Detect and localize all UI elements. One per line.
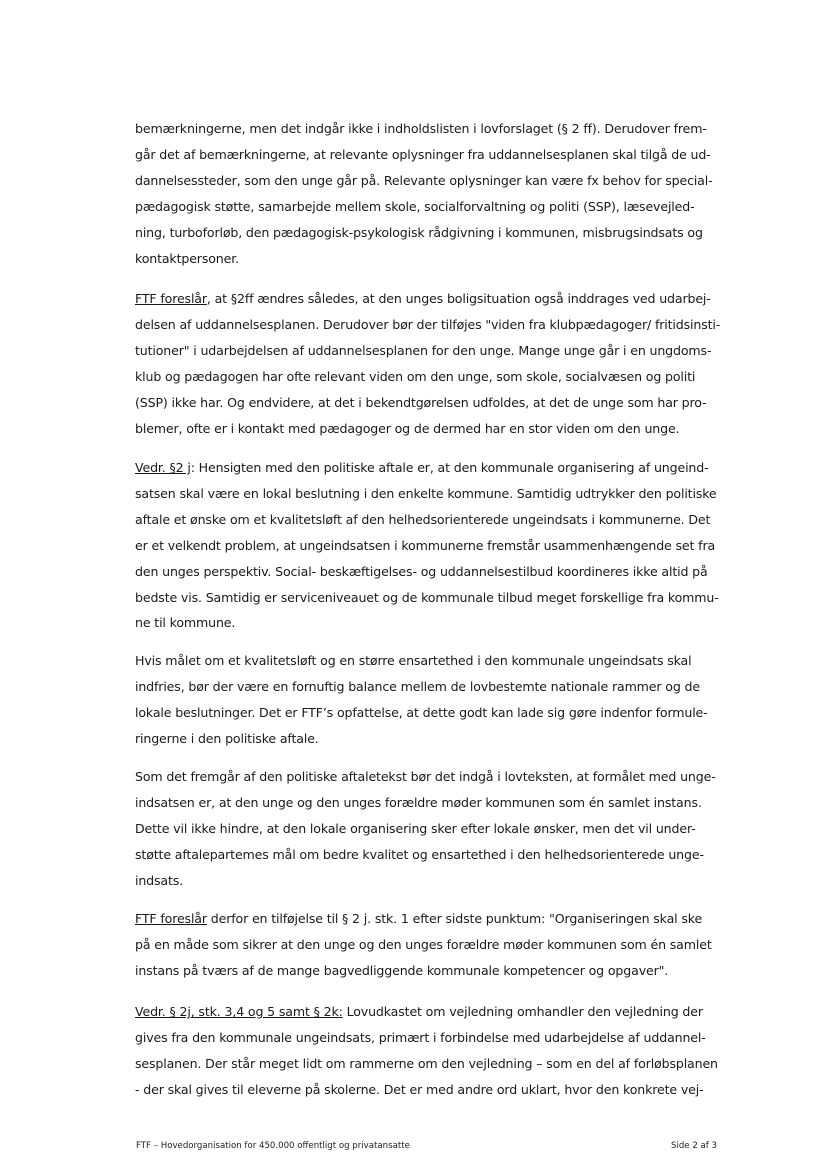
text-segment: støtte aftalepartemes mål om bedre kvalitet og ensartethed i den helhedsorienterede unge- (135, 846, 704, 862)
paragraph-4 (135, 648, 727, 752)
text-segment: den unges perspektiv. Social- beskæftigelses- og uddannelsestilbud koordineres ikke altid på (135, 563, 708, 579)
text-line (135, 726, 727, 752)
text-segment: ning, turboforløb, den pædagogisk-psykologisk rådgivning i kommunen, misbrugsindsats og (135, 224, 703, 240)
text-line (135, 790, 727, 816)
underlined-label: Vedr. § 2j, stk. 3,4 og 5 samt § 2k: (135, 1004, 343, 1019)
text-segment: delsen af uddannelsesplanen. Derudover bør der tilføjes "viden fra klubpædagoger/ fritidsinsti- (135, 316, 721, 332)
text-segment: derfor en tilføjelse til § 2 j. stk. 1 efter sidste punktum: "Organiseringen skal ske (206, 911, 703, 926)
paragraph-5 (135, 764, 727, 894)
text-line (135, 999, 727, 1025)
text-line (135, 700, 727, 726)
text-segment: klub og pædagogen har ofte relevant viden om den unge, som skole, socialvæsen og politi (135, 368, 696, 384)
text-segment: går det af bemærkningerne, at relevante oplysninger fra uddannelsesplanen skal tilgå de ud- (135, 146, 711, 162)
paragraph-1 (135, 116, 727, 271)
text-line (135, 816, 727, 842)
text-line (135, 168, 727, 194)
text-segment: blemer, ofte er i kontakt med pædagoger og de dermed har en stor viden om den unge. (135, 420, 680, 436)
text-line (135, 674, 727, 700)
text-line (135, 1051, 727, 1077)
text-line (135, 338, 727, 364)
text-line (135, 842, 727, 868)
underlined-label: FTF foreslår (135, 291, 207, 306)
text-line (135, 507, 727, 533)
text-segment: (SSP) ikke har. Og endvidere, at det i bekendtgørelsen udfoldes, at det de unge som har pro- (135, 394, 707, 410)
text-segment: sesplanen. Der står meget lidt om rammerne om den vejledning – som en del af forløbsplanen (135, 1055, 718, 1071)
text-segment: ne til kommune. (135, 615, 236, 631)
text-line (135, 194, 727, 220)
text-segment: , at §2ff ændres således, at den unges boligsituation også inddrages ved udarbej- (206, 291, 711, 306)
text-segment: pædagogisk støtte, samarbejde mellem skole, socialforvaltning og politi (SSP), læsevejled- (135, 198, 695, 214)
text-line (135, 533, 727, 559)
text-segment: er et velkendt problem, at ungeindsatsen i kommunerne fremstår usammenhængende set fra (135, 537, 716, 553)
text-segment: tutioner" i udarbejdelsen af uddannelsesplanen for den unge. Mange unge går i en ungdoms- (135, 342, 712, 358)
text-segment: gives fra den kommunale ungeindsats, primært i forbindelse med udarbejdelse af uddannel- (135, 1029, 706, 1045)
text-segment: indsatsen er, at den unge og den unges forældre møder kommunen som én samlet instans. (135, 794, 702, 810)
text-segment: instans på tværs af de mange bagvedliggende kommunale kompetencer og opgaver". (135, 962, 669, 978)
text-line (135, 390, 727, 416)
text-segment: Som det fremgår af den politiske aftaletekst bør det indgå i lovteksten, at formålet med unge- (135, 769, 716, 784)
text-segment: bedste vis. Samtidig er serviceniveauet og de kommunale tilbud meget forskellige fra kommu- (135, 589, 719, 605)
text-segment: dannelsessteder, som den unge går på. Relevante oplysninger kan være fx behov for special- (135, 172, 713, 188)
text-segment: ringerne i den politiske aftale. (135, 730, 319, 746)
text-line (135, 932, 727, 958)
text-line (135, 958, 727, 984)
underlined-label: FTF foreslår (135, 911, 207, 926)
paragraph-2 (135, 286, 727, 441)
text-segment: bemærkningerne, men det indgår ikke i indholdslisten i lovforslaget (§ 2 ff). Derudover frem- (135, 121, 707, 136)
text-segment: indfries, bør der være en fornuftig balance mellem de lovbestemte nationale rammer og de (135, 678, 700, 694)
text-line (135, 1025, 727, 1051)
text-segment: på en måde som sikrer at den unge og den unges forældre møder kommunen som én samlet (135, 936, 712, 952)
paragraph-6 (135, 906, 727, 984)
text-line (135, 220, 727, 246)
text-line (135, 364, 727, 390)
footer-organisation: FTF – Hovedorganisation for 450.000 offentligt og privatansatte (136, 1141, 410, 1151)
text-segment: Lovudkastet om vejledning omhandler den vejledning der (342, 1004, 703, 1019)
text-line (135, 246, 727, 272)
text-segment: kontaktpersoner. (135, 250, 239, 266)
text-line (135, 142, 727, 168)
text-segment: aftale et ønske om et kvalitetsløft af den helhedsorienterede ungeindsats i kommunerne. Det (135, 511, 711, 527)
footer-page-number: Side 2 af 3 (671, 1141, 718, 1151)
text-segment: Dette vil ikke hindre, at den lokale organisering sker efter lokale ønsker, men det vil under- (135, 820, 696, 836)
text-segment: indsats. (135, 872, 184, 888)
text-line (135, 610, 727, 636)
text-line (135, 455, 727, 481)
text-line (135, 559, 727, 585)
text-line (135, 312, 727, 338)
text-line (135, 764, 727, 790)
text-segment: satsen skal være en lokal beslutning i den enkelte kommune. Samtidig udtrykker den politiske (135, 485, 717, 501)
text-segment: : Hensigten med den politiske aftale er, at den kommunale organisering af ungeind- (190, 460, 709, 475)
text-line (135, 286, 727, 312)
underlined-label: Vedr. §2 j (135, 460, 191, 475)
text-line (135, 416, 727, 442)
text-segment: - der skal gives til eleverne på skolerne. Det er med andre ord uklart, hvor den konkrete vej- (135, 1081, 704, 1097)
text-line (135, 116, 727, 142)
paragraph-3 (135, 455, 727, 636)
text-line (135, 906, 727, 932)
text-line (135, 585, 727, 611)
text-segment: Hvis målet om et kvalitetsløft og en større ensartethed i den kommunale ungeindsats skal (135, 653, 692, 668)
text-line (135, 1077, 727, 1103)
text-line (135, 648, 727, 674)
text-line (135, 481, 727, 507)
paragraph-7 (135, 999, 727, 1103)
text-line (135, 868, 727, 894)
text-segment: lokale beslutninger. Det er FTF’s opfattelse, at dette godt kan lade sig gøre indenfor formule- (135, 704, 708, 720)
